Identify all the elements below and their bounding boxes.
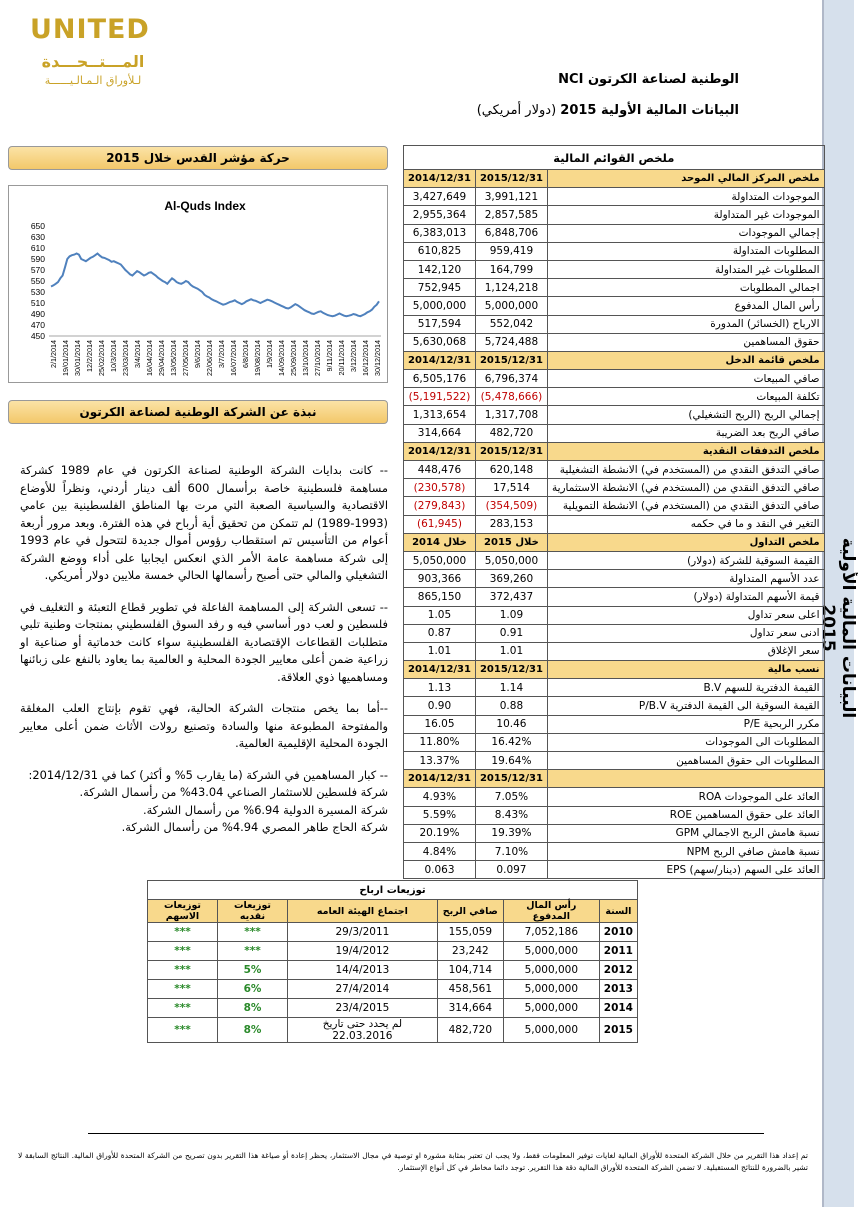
fin-row-label: صافي الربح بعد الضريبة bbox=[547, 424, 824, 442]
logo-text-ar: المـــتــحـــدة bbox=[41, 52, 145, 71]
dividends-cell: لم يحدد حتى تاريخ 22.03.2016 bbox=[287, 1018, 437, 1043]
fin-row-label: إجمالي الربح (الربح التشغيلي) bbox=[547, 406, 824, 424]
dividends-cell: 314,664 bbox=[437, 999, 503, 1018]
dividends-cell: *** bbox=[148, 1018, 218, 1043]
x-tick-label: 14/09/2014 bbox=[277, 340, 286, 376]
fin-row bbox=[404, 224, 825, 242]
index-series-line bbox=[51, 254, 379, 317]
fin-row bbox=[404, 824, 825, 842]
fin-row-value: 11.80% bbox=[404, 733, 476, 751]
side-banner-text-wrap bbox=[818, 520, 858, 720]
dividends-cell: 5,000,000 bbox=[503, 961, 599, 980]
fin-row bbox=[404, 752, 825, 770]
fin-row-label: المطلوبات غير المتداولة bbox=[547, 260, 824, 278]
fin-row-label: صافي التدفق النقدي من (المستخدم في) الانشطة الاستثمارية bbox=[547, 479, 824, 497]
fin-row-label: صافي المبيعات bbox=[547, 370, 824, 388]
fin-row bbox=[404, 315, 825, 333]
fin-row-value: (5,191,522) bbox=[404, 388, 476, 406]
x-tick-label: 3/4/2014 bbox=[133, 340, 142, 368]
fin-row-label: القيمة الدفترية للسهم B.V bbox=[547, 679, 824, 697]
fin-row-value: 3,427,649 bbox=[404, 188, 476, 206]
fin-row-value: 5,630,068 bbox=[404, 333, 476, 351]
dividends-cell: 14/4/2013 bbox=[287, 961, 437, 980]
dividends-cell: 5% bbox=[218, 961, 288, 980]
fin-row bbox=[404, 624, 825, 642]
y-tick-label: 450 bbox=[30, 331, 45, 341]
dividends-cell: *** bbox=[148, 961, 218, 980]
logo-text-en: UNITED bbox=[30, 14, 150, 45]
financial-summary-title-row bbox=[404, 146, 825, 170]
fin-section-period: خلال 2014 bbox=[404, 533, 476, 551]
fin-section-header bbox=[404, 533, 825, 551]
dividends-cell: *** bbox=[148, 999, 218, 1018]
fin-row-value: 4.93% bbox=[404, 788, 476, 806]
dividends-cell: 7,052,186 bbox=[503, 923, 599, 942]
fin-row bbox=[404, 570, 825, 588]
fin-row-label: نسبة هامش صافي الربح NPM bbox=[547, 842, 824, 860]
fin-section-period: 2014/12/31 bbox=[404, 442, 476, 460]
fin-row-value: 1.13 bbox=[404, 679, 476, 697]
fin-row-value: 17,514 bbox=[475, 479, 547, 497]
fin-row bbox=[404, 297, 825, 315]
dividends-cell: 8% bbox=[218, 999, 288, 1018]
fin-section-label: ملخص قائمة الدخل bbox=[547, 351, 824, 369]
fin-section-label: ملخص التدفقات النقدية bbox=[547, 442, 824, 460]
fin-row-label: إجمالي الموجودات bbox=[547, 224, 824, 242]
x-tick-label: 27/05/2014 bbox=[181, 340, 190, 376]
dividends-cell: 458,561 bbox=[437, 980, 503, 999]
fin-row-value: 16.42% bbox=[475, 733, 547, 751]
logo-tagline-ar: لـلأوراق الـمـالـيــــــة bbox=[44, 74, 142, 87]
fin-section-period: 2015/12/31 bbox=[475, 351, 547, 369]
fin-row-value: 2,857,585 bbox=[475, 206, 547, 224]
fin-row bbox=[404, 715, 825, 733]
y-tick-label: 490 bbox=[30, 309, 45, 319]
dividends-cell: 155,059 bbox=[437, 923, 503, 942]
fin-section-period: 2014/12/31 bbox=[404, 170, 476, 188]
fin-row-label: اعلى سعر تداول bbox=[547, 606, 824, 624]
fin-row-value: 1.01 bbox=[404, 642, 476, 660]
x-tick-label: 3/7/2014 bbox=[217, 340, 226, 368]
side-banner-text: البيانات المالية الأولية 2015 bbox=[818, 537, 858, 719]
fin-row-value: 6,383,013 bbox=[404, 224, 476, 242]
x-tick-label: 30/01/2014 bbox=[73, 340, 82, 376]
x-tick-label: 9/11/2014 bbox=[325, 340, 334, 372]
x-tick-label: 2/1/2014 bbox=[49, 340, 58, 368]
about-line: -- كبار المساهمين في الشركة (ما يقارب 5% و أكثر) كما في 2014/12/31: bbox=[28, 767, 388, 782]
fin-row-value: (354,509) bbox=[475, 497, 547, 515]
dividends-cell: 2013 bbox=[599, 980, 637, 999]
disclaimer: تم إعداد هذا التقرير من خلال الشركة المتحدة للأوراق المالية لغايات توفير المعلومات فقط، ولا يجب ان تعتبر بمثابة مشورة او توصية في مجال الاستثمار، يحظر إعادة أو صياغة هذا التقرير بدون تصريح من الشركة المتحدة للأوراق المالية. النتائج السابقة لا تشير بالضرورة للنتائج المستقبلية. لا تضمن الشركة المتحدة للأوراق المالية دقة هذا التقرير. توجد دائما مخاطر في كل أنواع الإستثمار. bbox=[18, 1151, 808, 1172]
dividends-cell: 8% bbox=[218, 1018, 288, 1043]
fin-row bbox=[404, 588, 825, 606]
fin-row-value: 10.46 bbox=[475, 715, 547, 733]
dividends-cell: *** bbox=[148, 980, 218, 999]
x-tick-label: 27/10/2014 bbox=[313, 340, 322, 376]
fin-section-period: 2015/12/31 bbox=[475, 442, 547, 460]
fin-row-value: 752,945 bbox=[404, 279, 476, 297]
financial-summary-table bbox=[403, 145, 825, 879]
fin-row-label: العائد على الموجودات ROA bbox=[547, 788, 824, 806]
fin-row-value: 7.10% bbox=[475, 842, 547, 860]
x-tick-label: 25/09/2014 bbox=[289, 340, 298, 376]
chart-section-header: حركة مؤشر القدس خلال 2015 bbox=[8, 146, 388, 170]
dividends-title: توزيعات ارباح bbox=[148, 881, 638, 900]
fin-row-value: 7.05% bbox=[475, 788, 547, 806]
fin-row-value: 314,664 bbox=[404, 424, 476, 442]
fin-section-header bbox=[404, 661, 825, 679]
report-subtitle-unit: (دولار أمريكي) bbox=[476, 103, 561, 118]
fin-row-value: 1,317,708 bbox=[475, 406, 547, 424]
fin-row bbox=[404, 551, 825, 569]
fin-row-value: (230,578) bbox=[404, 479, 476, 497]
fin-row-value: 5.59% bbox=[404, 806, 476, 824]
fin-row-label: الارباح (الخسائر) المدورة bbox=[547, 315, 824, 333]
x-tick-label: 13/05/2014 bbox=[169, 340, 178, 376]
fin-section-header bbox=[404, 442, 825, 460]
dividends-column-header: السنة bbox=[599, 900, 637, 923]
fin-row-value: 372,437 bbox=[475, 588, 547, 606]
fin-row-value: (61,945) bbox=[404, 515, 476, 533]
fin-row-value: 959,419 bbox=[475, 242, 547, 260]
x-tick-label: 16/04/2014 bbox=[145, 340, 154, 376]
financial-summary-title: ملخص القوائم المالية bbox=[404, 146, 825, 170]
fin-row-value: 6,505,176 bbox=[404, 370, 476, 388]
index-chart-svg bbox=[9, 186, 389, 384]
fin-row-value: (279,843) bbox=[404, 497, 476, 515]
fin-row-label: رأس المال المدفوع bbox=[547, 297, 824, 315]
dividends-cell: 2015 bbox=[599, 1018, 637, 1043]
fin-row-label: نسبة هامش الربح الاجمالي GPM bbox=[547, 824, 824, 842]
y-tick-label: 610 bbox=[30, 243, 45, 253]
y-tick-label: 590 bbox=[30, 254, 45, 264]
about-paragraph: --أما بما يخص منتجات الشركة الحالية، فهي تقوم بإنتاج العلب المغلقة والمفتوحة المطبوعة منها والسادة وتصنيع رولات الأثاث ضمن أعلى معايير الجودة المحلية الإقليمية العالمية. bbox=[20, 701, 388, 750]
fin-row bbox=[404, 479, 825, 497]
dividends-cell: *** bbox=[218, 942, 288, 961]
fin-row-value: 1.05 bbox=[404, 606, 476, 624]
fin-row bbox=[404, 206, 825, 224]
dividends-cell: 29/3/2011 bbox=[287, 923, 437, 942]
fin-row-value: 19.39% bbox=[475, 824, 547, 842]
fin-row-label: اجمالي المطلوبات bbox=[547, 279, 824, 297]
about-text bbox=[20, 462, 388, 837]
fin-row-value: 369,260 bbox=[475, 570, 547, 588]
x-tick-label: 19/01/2014 bbox=[61, 340, 70, 376]
y-tick-label: 550 bbox=[30, 276, 45, 286]
fin-row-label: صافي التدفق النقدي من (المستخدم في) الانشطة التمويلية bbox=[547, 497, 824, 515]
y-tick-label: 530 bbox=[30, 287, 45, 297]
dividends-row bbox=[148, 1018, 638, 1043]
about-line: شركة فلسطين للاستثمار الصناعي 43.04% من رأسمال الشركة. bbox=[79, 785, 388, 799]
dividends-cell: *** bbox=[218, 923, 288, 942]
dividends-cell: 19/4/2012 bbox=[287, 942, 437, 961]
x-tick-label: 30/12/2014 bbox=[373, 340, 382, 376]
x-tick-label: 20/11/2014 bbox=[337, 340, 346, 376]
fin-row bbox=[404, 260, 825, 278]
x-tick-label: 6/8/2014 bbox=[241, 340, 250, 368]
fin-row-value: 19.64% bbox=[475, 752, 547, 770]
fin-row bbox=[404, 370, 825, 388]
fin-row-value: 0.097 bbox=[475, 861, 547, 879]
y-tick-label: 650 bbox=[30, 221, 45, 231]
dividends-cell: *** bbox=[148, 942, 218, 961]
fin-row-value: 283,153 bbox=[475, 515, 547, 533]
dividends-cell: 5,000,000 bbox=[503, 980, 599, 999]
fin-row-label: القيمة السوقية الى القيمة الدفترية P/B.V bbox=[547, 697, 824, 715]
fin-row-value: 6,848,706 bbox=[475, 224, 547, 242]
about-line: شركة المسيرة الدولية 6.94% من رأسمال الشركة. bbox=[142, 802, 388, 817]
x-tick-label: 23/03/2014 bbox=[121, 340, 130, 376]
fin-row-value: 1,313,654 bbox=[404, 406, 476, 424]
dividends-header-row bbox=[148, 900, 638, 923]
fin-row-label: مكرر الربحية P/E bbox=[547, 715, 824, 733]
fin-section-period: 2014/12/31 bbox=[404, 661, 476, 679]
fin-row-label: الموجودات غير المتداولة bbox=[547, 206, 824, 224]
fin-row-value: 0.90 bbox=[404, 697, 476, 715]
fin-row-value: 20.19% bbox=[404, 824, 476, 842]
dividends-row bbox=[148, 999, 638, 1018]
fin-row-value: 5,050,000 bbox=[404, 551, 476, 569]
index-chart bbox=[8, 185, 388, 383]
fin-row-value: 13.37% bbox=[404, 752, 476, 770]
dividends-cell: 5,000,000 bbox=[503, 1018, 599, 1043]
dividends-cell: 482,720 bbox=[437, 1018, 503, 1043]
fin-row-value: 5,000,000 bbox=[404, 297, 476, 315]
fin-row bbox=[404, 788, 825, 806]
fin-row bbox=[404, 424, 825, 442]
fin-row-value: 903,366 bbox=[404, 570, 476, 588]
fin-row bbox=[404, 188, 825, 206]
fin-section-period: 2015/12/31 bbox=[475, 170, 547, 188]
fin-row-value: 164,799 bbox=[475, 260, 547, 278]
fin-row-label: سعر الإغلاق bbox=[547, 642, 824, 660]
dividends-cell: 23,242 bbox=[437, 942, 503, 961]
fin-section-label: ملخص التداول bbox=[547, 533, 824, 551]
fin-row-value: 0.87 bbox=[404, 624, 476, 642]
fin-row-label: الموجودات المتداولة bbox=[547, 188, 824, 206]
x-tick-label: 19/08/2014 bbox=[253, 340, 262, 376]
fin-row-value: 4.84% bbox=[404, 842, 476, 860]
fin-row-value: 3,991,121 bbox=[475, 188, 547, 206]
fin-row bbox=[404, 733, 825, 751]
dividends-cell: 2012 bbox=[599, 961, 637, 980]
fin-row bbox=[404, 515, 825, 533]
fin-row-label: المطلوبات المتداولة bbox=[547, 242, 824, 260]
fin-row-label: المطلوبات الى الموجودات bbox=[547, 733, 824, 751]
dividends-row bbox=[148, 961, 638, 980]
fin-row-value: (5,478,666) bbox=[475, 388, 547, 406]
dividends-cell: 5,000,000 bbox=[503, 999, 599, 1018]
dividends-cell: 2010 bbox=[599, 923, 637, 942]
fin-section-label: ملخص المركز المالي الموحد bbox=[547, 170, 824, 188]
x-tick-label: 1/9/2014 bbox=[265, 340, 274, 368]
fin-row bbox=[404, 679, 825, 697]
dividends-table bbox=[147, 880, 638, 1043]
fin-section-period: 2015/12/31 bbox=[475, 661, 547, 679]
fin-section-period: خلال 2015 bbox=[475, 533, 547, 551]
fin-row-value: 865,150 bbox=[404, 588, 476, 606]
dividends-cell: 27/4/2014 bbox=[287, 980, 437, 999]
dividends-cell: *** bbox=[148, 923, 218, 942]
x-tick-label: 3/12/2014 bbox=[349, 340, 358, 372]
dividends-column-header: توزيعات نقديه bbox=[218, 900, 288, 923]
logo bbox=[18, 14, 168, 94]
fin-row-value: 552,042 bbox=[475, 315, 547, 333]
fin-row-label: ادنى سعر تداول bbox=[547, 624, 824, 642]
company-title: الوطنية لصناعة الكرتون NCI bbox=[558, 72, 739, 87]
fin-row-label: التغير في النقد و ما في حكمه bbox=[547, 515, 824, 533]
y-tick-label: 470 bbox=[30, 320, 45, 330]
fin-row bbox=[404, 406, 825, 424]
x-tick-label: 13/10/2014 bbox=[301, 340, 310, 376]
fin-row bbox=[404, 606, 825, 624]
fin-row-value: 5,050,000 bbox=[475, 551, 547, 569]
fin-row-value: 0.91 bbox=[475, 624, 547, 642]
fin-section-period: 2014/12/31 bbox=[404, 770, 476, 788]
chart-title: Al-Quds Index bbox=[164, 199, 246, 213]
dividends-title-row bbox=[148, 881, 638, 900]
dividends-cell: 6% bbox=[218, 980, 288, 999]
dividends-cell: 2014 bbox=[599, 999, 637, 1018]
fin-section-period: 2015/12/31 bbox=[475, 770, 547, 788]
fin-section-label: نسب مالية bbox=[547, 661, 824, 679]
fin-row-label: المطلوبات الى حقوق المساهمين bbox=[547, 752, 824, 770]
fin-row bbox=[404, 806, 825, 824]
fin-row bbox=[404, 697, 825, 715]
fin-row-value: 2,955,364 bbox=[404, 206, 476, 224]
about-section-header: نبذة عن الشركة الوطنية لصناعة الكرتون bbox=[8, 400, 388, 424]
fin-row-value: 620,148 bbox=[475, 461, 547, 479]
fin-row-value: 1.09 bbox=[475, 606, 547, 624]
fin-row bbox=[404, 861, 825, 879]
fin-row-value: 8.43% bbox=[475, 806, 547, 824]
dividends-column-header: توزيعات الاسهم bbox=[148, 900, 218, 923]
fin-row bbox=[404, 461, 825, 479]
fin-section-header bbox=[404, 770, 825, 788]
x-tick-label: 12/2/2014 bbox=[85, 340, 94, 372]
fin-row bbox=[404, 333, 825, 351]
report-subtitle bbox=[477, 103, 739, 118]
y-tick-label: 570 bbox=[30, 265, 45, 275]
fin-row-label: عدد الأسهم المتداولة bbox=[547, 570, 824, 588]
fin-row-value: 0.063 bbox=[404, 861, 476, 879]
fin-row-value: 482,720 bbox=[475, 424, 547, 442]
fin-row bbox=[404, 497, 825, 515]
fin-row-label: قيمة الأسهم المتداولة (دولار) bbox=[547, 588, 824, 606]
fin-row-value: 610,825 bbox=[404, 242, 476, 260]
fin-row-value: 448,476 bbox=[404, 461, 476, 479]
fin-row bbox=[404, 279, 825, 297]
fin-row bbox=[404, 842, 825, 860]
fin-row-value: 1.14 bbox=[475, 679, 547, 697]
dividends-row bbox=[148, 942, 638, 961]
fin-section-label bbox=[547, 770, 824, 788]
fin-row-label: العائد على حقوق المساهمين ROE bbox=[547, 806, 824, 824]
fin-row-value: 16.05 bbox=[404, 715, 476, 733]
fin-section-header bbox=[404, 351, 825, 369]
dividends-cell: 5,000,000 bbox=[503, 942, 599, 961]
x-tick-label: 16/07/2014 bbox=[229, 340, 238, 376]
dividends-column-header: رأس المال المدفوع bbox=[503, 900, 599, 923]
y-tick-label: 510 bbox=[30, 298, 45, 308]
x-tick-label: 9/6/2014 bbox=[193, 340, 202, 368]
fin-row-value: 517,594 bbox=[404, 315, 476, 333]
fin-row-value: 5,724,488 bbox=[475, 333, 547, 351]
fin-row-value: 142,120 bbox=[404, 260, 476, 278]
dividends-cell: 23/4/2015 bbox=[287, 999, 437, 1018]
x-tick-label: 29/04/2014 bbox=[157, 340, 166, 376]
fin-section-period: 2014/12/31 bbox=[404, 351, 476, 369]
fin-row bbox=[404, 388, 825, 406]
x-tick-label: 10/3/2014 bbox=[109, 340, 118, 372]
about-paragraph: -- كانت بدايات الشركة الوطنية لصناعة الكرتون في عام 1989 كشركة مساهمة فلسطينية خاصة برأسمال 600 ألف دينار أردني، ونظراً للأوضاع الاقتصادية والسياسية الصعبة التي مرت بها المناطق الفلسطينية بين عامي (1993-1989) لم تتمكن من تحقيق أية أرباح في هذه الفترة. وبعد مرور أربعة أعوام من التأسيس تم استقطاب رؤوس أموال جديدة لتتحول في عام 1993 إلى شركة مساهمة عامة الأمر الذي انعكس ايجابيا على أداء ووضع الشركة التشغيلي والمالي حتى أصبح رأسمالها الحالي خمسة ملايين دولار أمريكي. bbox=[20, 463, 388, 582]
dividends-cell: 2011 bbox=[599, 942, 637, 961]
footer-divider bbox=[88, 1133, 764, 1134]
fin-row bbox=[404, 642, 825, 660]
report-subtitle-bold: البيانات المالية الأولية 2015 bbox=[560, 103, 739, 118]
fin-row-label: حقوق المساهمين bbox=[547, 333, 824, 351]
fin-row-value: 1,124,218 bbox=[475, 279, 547, 297]
fin-row bbox=[404, 242, 825, 260]
dividends-column-header: صافي الربح bbox=[437, 900, 503, 923]
fin-row-value: 0.88 bbox=[475, 697, 547, 715]
fin-row-value: 5,000,000 bbox=[475, 297, 547, 315]
about-line: شركة الحاج طاهر المصري 4.94% من رأسمال الشركة. bbox=[121, 820, 388, 834]
fin-section-header bbox=[404, 170, 825, 188]
fin-row-label: القيمة السوقية للشركة (دولار) bbox=[547, 551, 824, 569]
dividends-row bbox=[148, 923, 638, 942]
x-tick-label: 22/06/2014 bbox=[205, 340, 214, 376]
y-tick-label: 630 bbox=[30, 232, 45, 242]
about-paragraph: -- تسعى الشركة إلى المساهمة الفاعلة في تطوير قطاع التعبئة و التغليف في فلسطين و لعب دور أساسي فيه و رفد السوق الفلسطيني بمنتجات وطنية تلبي متطلبات القطاعات الإقتصادية الفلسطينية سواء كانت خدماتية أو صناعية او زراعية ضمن أعلى معايير الجودة المحلية و العالمية بما يعاود بالنفع على زبائنها ومساهميها ذوي العلاقة. bbox=[20, 599, 388, 684]
fin-row-value: 6,796,374 bbox=[475, 370, 547, 388]
dividends-cell: 104,714 bbox=[437, 961, 503, 980]
fin-row-value: 1.01 bbox=[475, 642, 547, 660]
x-tick-label: 25/02/2014 bbox=[97, 340, 106, 376]
fin-row-label: تكلفة المبيعات bbox=[547, 388, 824, 406]
fin-row-label: صافي التدفق النقدي من (المستخدم في) الانشطة التشغيلية bbox=[547, 461, 824, 479]
fin-row-label: العائد على السهم (دينار/سهم) EPS bbox=[547, 861, 824, 879]
x-tick-label: 16/12/2014 bbox=[361, 340, 370, 376]
dividends-row bbox=[148, 980, 638, 999]
dividends-column-header: اجتماع الهيئة العامه bbox=[287, 900, 437, 923]
